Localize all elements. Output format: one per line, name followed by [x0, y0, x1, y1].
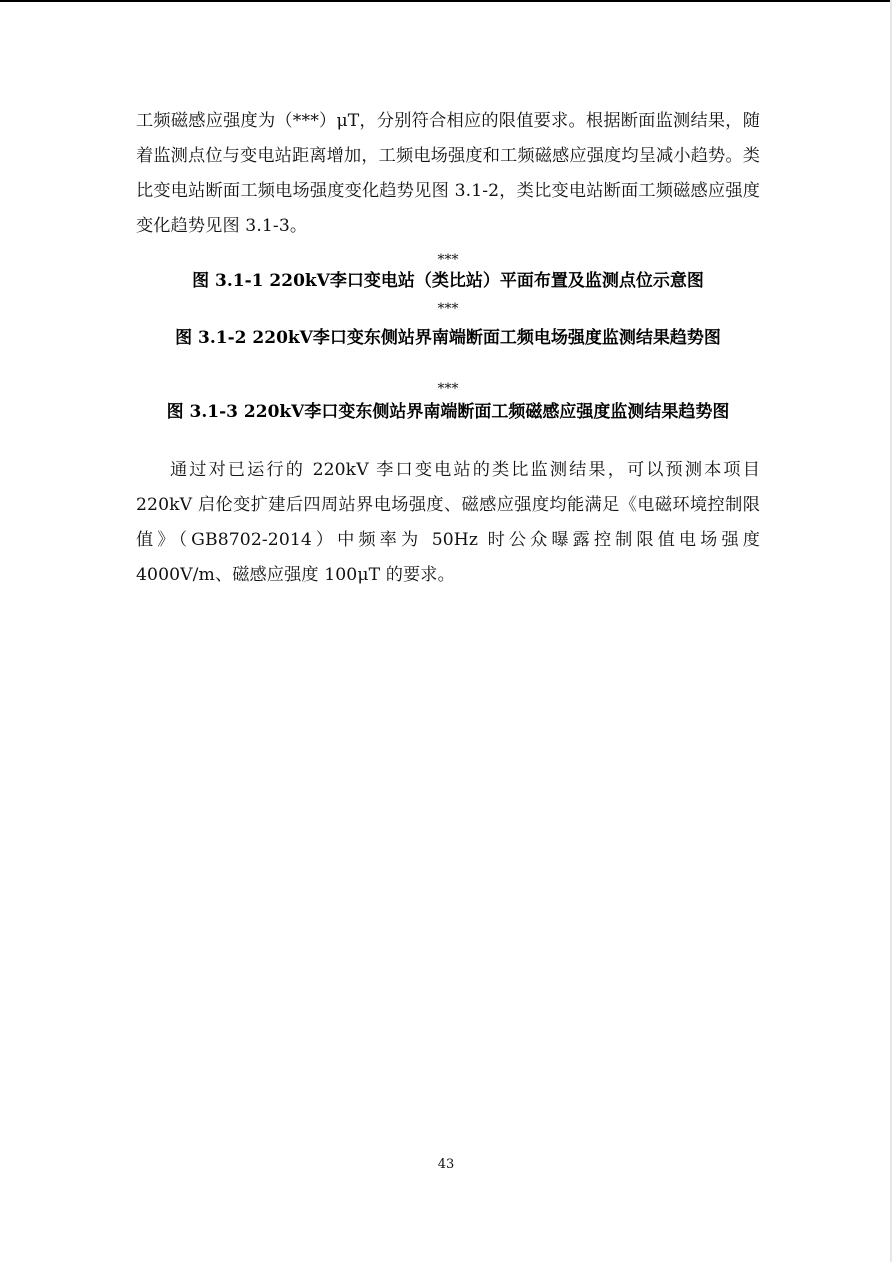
figure-caption: 图 3.1-3 220kV李口变东侧站界南端断面工频磁感应强度监测结果趋势图: [166, 402, 730, 422]
body-paragraph-2: 通过对已运行的 220kV 李口变电站的类比监测结果，可以预测本项目 220kV 启伦变扩建后四周站界电场强度、磁感应强度均能满足《电磁环境控制限值》（GB8702-2014）中频率为 50Hz 时公众曝露控制限值电场强度 4000V/m、磁感应强度 100μT 的要求。: [136, 460, 760, 585]
page-number: 43: [437, 1157, 455, 1172]
figure-3-1-2: [136, 300, 760, 350]
figure-image-placeholder: ***: [437, 381, 459, 397]
page-top-border: [0, 0, 892, 2]
figure-image-placeholder: ***: [437, 301, 459, 317]
figure-3-1-1: [136, 251, 760, 293]
document-page: [136, 104, 760, 593]
body-paragraph-1: 工频磁感应强度为（***）μT，分别符合相应的限值要求。根据断面监测结果，随着监测点位与变电站距离增加，工频电场强度和工频磁感应强度均呈减小趋势。类比变电站断面工频电场强度变化趋势见图 3.1-2，类比变电站断面工频磁感应强度变化趋势见图 3.1-3。: [136, 111, 760, 236]
figure-caption: 图 3.1-2 220kV李口变东侧站界南端断面工频电场强度监测结果趋势图: [175, 328, 721, 348]
figure-caption: 图 3.1-1 220kV李口变电站（类比站）平面布置及监测点位示意图: [192, 271, 704, 291]
figure-image-placeholder: ***: [437, 252, 459, 268]
figure-3-1-3: [136, 380, 760, 424]
